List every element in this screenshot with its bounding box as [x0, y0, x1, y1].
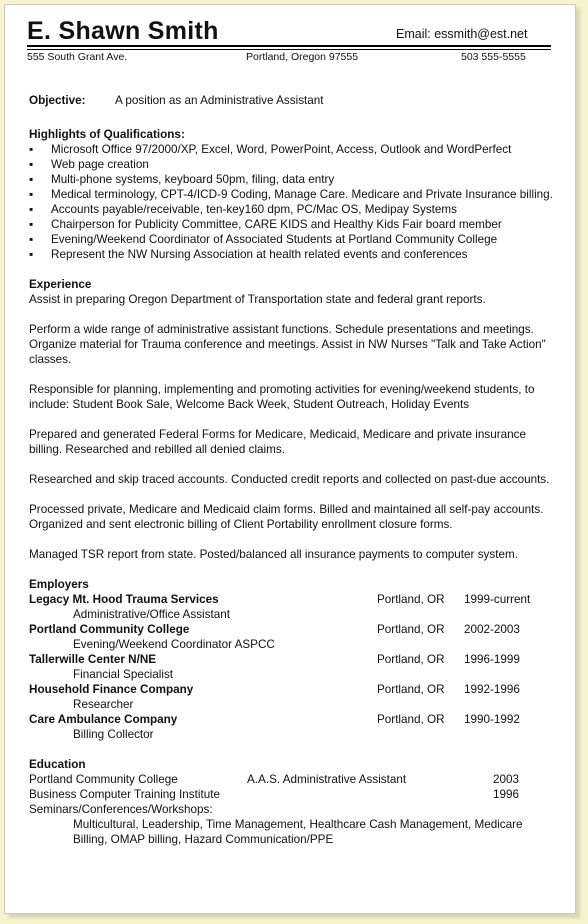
employer-name: Legacy Mt. Hood Trauma Services: [29, 593, 219, 606]
bullet-icon: ▪: [29, 203, 34, 216]
employer-role: Financial Specialist: [73, 668, 174, 681]
experience-heading: Experience: [29, 278, 92, 291]
education-year: 1996: [493, 788, 520, 801]
bullet-icon: ▪: [29, 233, 34, 246]
list-item-text: Evening/Weekend Coordinator of Associated Students at Portland Community College: [51, 233, 498, 246]
list-item: [29, 157, 559, 172]
employer-name: Tallerwille Center N/NE: [29, 653, 157, 666]
employer-location: Portland, OR: [377, 713, 445, 726]
experience-paragraph: Perform a wide range of administrative assistant functions. Schedule presentations and meetings. Organize material for Trauma conference and meetings. Assist in NW Nurses "Talk and Take Action" classes.: [29, 323, 546, 366]
highlights-heading: Highlights of Qualifications:: [29, 128, 185, 141]
school-name: Portland Community College: [29, 773, 178, 786]
objective-text: A position as an Administrative Assistant: [115, 94, 324, 107]
list-item: [29, 172, 559, 187]
education-row: [29, 787, 559, 802]
employer-years: 1999-current: [464, 593, 531, 606]
bullet-icon: ▪: [29, 143, 34, 156]
employer-row: [29, 622, 559, 637]
list-item: [29, 187, 559, 202]
resume-body: [29, 93, 559, 847]
street-address: 555 South Grant Ave.: [27, 51, 128, 63]
list-item: [29, 217, 559, 232]
experience-paragraph: Managed TSR report from state. Posted/balanced all insurance payments to computer system.: [29, 548, 518, 561]
objective-section: [29, 93, 559, 108]
list-item-text: Accounts payable/receivable, ten-key160 dpm, PC/Mac OS, Medipay Systems: [51, 203, 458, 216]
objective-label: Objective:: [29, 94, 86, 107]
employer-location: Portland, OR: [377, 683, 445, 696]
bullet-icon: ▪: [29, 218, 34, 231]
employer-years: 1990-1992: [464, 713, 520, 726]
employer-role: Billing Collector: [73, 728, 154, 741]
employers-heading: Employers: [29, 578, 89, 591]
bullet-icon: ▪: [29, 188, 34, 201]
phone-number: 503 555-5555: [461, 51, 526, 63]
list-item-text: Web page creation: [51, 158, 149, 171]
section-spacer: [29, 742, 559, 757]
employer-row: [29, 682, 559, 697]
resume-page: [4, 4, 576, 914]
list-item-text: Microsoft Office 97/2000/XP, Excel, Word, PowerPoint, Access, Outlook and WordPerfect: [51, 143, 512, 156]
employer-location: Portland, OR: [377, 593, 445, 606]
employer-years: 1996-1999: [464, 653, 520, 666]
list-item-text: Medical terminology, CPT-4/ICD-9 Coding, Manage Care. Medicare and Private Insurance billing.: [51, 188, 553, 201]
list-item: [29, 202, 559, 217]
education-heading: Education: [29, 758, 86, 771]
employer-name: Portland Community College: [29, 623, 190, 636]
applicant-name: E. Shawn Smith: [27, 17, 219, 45]
list-item: [29, 232, 559, 247]
email-address: Email: essmith@est.net: [396, 27, 528, 41]
list-item: [29, 142, 559, 157]
highlights-list: [29, 142, 559, 262]
employer-name: Care Ambulance Company: [29, 713, 178, 726]
employer-role: Evening/Weekend Coordinator ASPCC: [73, 638, 275, 651]
employer-location: Portland, OR: [377, 653, 445, 666]
employer-row: [29, 592, 559, 607]
experience-paragraph: Researched and skip traced accounts. Conducted credit reports and collected on past-due accounts.: [29, 473, 550, 486]
list-item-text: Represent the NW Nursing Association at health related events and conferences: [51, 248, 468, 261]
employer-role: Researcher: [73, 698, 134, 711]
employer-row: [29, 652, 559, 667]
employer-years: 2002-2003: [464, 623, 520, 636]
seminars-text: Multicultural, Leadership, Time Management, Healthcare Cash Management, Medicare Billing, OMAP billing, Hazard Communication/PPE: [73, 818, 523, 846]
bullet-icon: ▪: [29, 173, 34, 186]
education-year: 2003: [493, 773, 520, 786]
bullet-icon: ▪: [29, 248, 34, 261]
education-row: [29, 772, 559, 787]
employer-years: 1992-1996: [464, 683, 520, 696]
list-item-text: Multi-phone systems, keyboard 50pm, filing, data entry: [51, 173, 335, 186]
seminars-label: Seminars/Conferences/Workshops:: [29, 803, 213, 816]
employers-list: [29, 592, 559, 742]
experience-paragraph: Responsible for planning, implementing and promoting activities for evening/weekend students, to include: Student Book Sale, Welcome Back Week, Student Outreach, Holiday Events: [29, 383, 535, 411]
city-state-zip: Portland, Oregon 97555: [246, 51, 359, 63]
experience-paragraph: Processed private, Medicare and Medicaid claim forms. Billed and maintained all self-pay accounts. Organized and sent electronic billing of Client Portability enrollment closure forms.: [29, 503, 544, 531]
degree-name: A.A.S. Administrative Assistant: [247, 773, 407, 786]
header-divider-thick: [27, 45, 551, 47]
employer-location: Portland, OR: [377, 623, 445, 636]
header-divider-thin: [27, 49, 551, 50]
list-item-text: Chairperson for Publicity Committee, CARE KIDS and Healthy Kids Fair board member: [51, 218, 502, 231]
employer-name: Household Finance Company: [29, 683, 194, 696]
list-item: [29, 247, 559, 262]
experience-paragraph: Assist in preparing Oregon Department of Transportation state and federal grant reports.: [29, 293, 486, 306]
employer-role: Administrative/Office Assistant: [73, 608, 230, 621]
bullet-icon: ▪: [29, 158, 34, 171]
employer-row: [29, 712, 559, 727]
experience-paragraph: Prepared and generated Federal Forms for Medicare, Medicaid, Medicare and private insurance billing. Researched and rebilled all denied claims.: [29, 428, 526, 456]
school-name: Business Computer Training Institute: [29, 788, 220, 801]
